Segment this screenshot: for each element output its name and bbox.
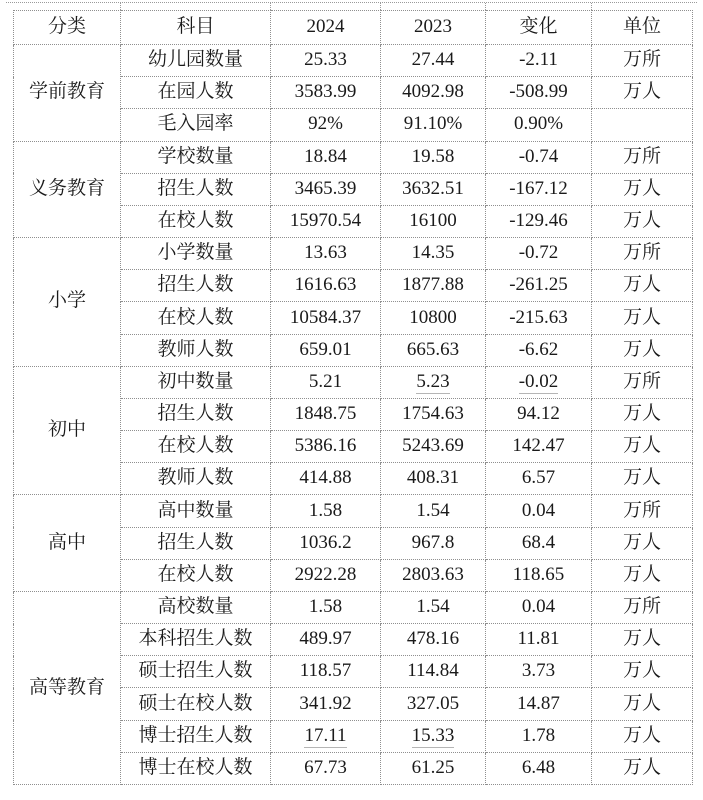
unit-cell: 万人 xyxy=(592,559,693,591)
value-2024-cell: 25.33 xyxy=(271,45,381,77)
col-header-subject: 科目 xyxy=(121,11,271,45)
subject-cell: 在校人数 xyxy=(121,559,271,591)
subject-cell: 招生人数 xyxy=(121,270,271,302)
unit-cell: 万所 xyxy=(592,141,693,173)
value-2023-cell: 5243.69 xyxy=(381,431,486,463)
unit-cell: 万所 xyxy=(592,366,693,398)
value-2023-cell: 1754.63 xyxy=(381,398,486,430)
value-2023-cell: 665.63 xyxy=(381,334,486,366)
underlined-value: -0.02 xyxy=(518,370,559,392)
change-cell xyxy=(486,366,592,398)
unit-cell: 万人 xyxy=(592,302,693,334)
underlined-value: 5.23 xyxy=(416,370,450,392)
value-2024-cell: 5.21 xyxy=(271,366,381,398)
unit-cell: 万人 xyxy=(592,205,693,237)
change-cell: -129.46 xyxy=(486,205,592,237)
change-cell: -215.63 xyxy=(486,302,592,334)
value-2023-cell: 2803.63 xyxy=(381,559,486,591)
value-2024-cell: 13.63 xyxy=(271,238,381,270)
change-cell: 3.73 xyxy=(486,656,592,688)
value-2023-cell xyxy=(381,366,486,398)
col-header-category: 分类 xyxy=(14,11,121,45)
col-header-change: 变化 xyxy=(486,11,592,45)
subject-cell: 在园人数 xyxy=(121,77,271,109)
table-container xyxy=(13,10,692,785)
change-cell: 0.04 xyxy=(486,495,592,527)
change-cell: 0.90% xyxy=(486,109,592,141)
subject-cell: 小学数量 xyxy=(121,238,271,270)
change-cell: -167.12 xyxy=(486,173,592,205)
change-cell: 6.48 xyxy=(486,752,592,784)
change-cell: -2.11 xyxy=(486,45,592,77)
col-header-unit: 单位 xyxy=(592,11,693,45)
subject-cell: 教师人数 xyxy=(121,463,271,495)
cropped-row-border xyxy=(6,2,697,3)
change-cell: -0.74 xyxy=(486,141,592,173)
value-2023-cell: 91.10% xyxy=(381,109,486,141)
category-cell: 初中 xyxy=(14,366,121,495)
value-2024-cell: 5386.16 xyxy=(271,431,381,463)
value-2024-cell: 1036.2 xyxy=(271,527,381,559)
category-cell: 义务教育 xyxy=(14,141,121,238)
subject-cell: 招生人数 xyxy=(121,398,271,430)
unit-cell: 万人 xyxy=(592,77,693,109)
table-row xyxy=(14,141,693,173)
subject-cell: 高校数量 xyxy=(121,591,271,623)
value-2024-cell: 1848.75 xyxy=(271,398,381,430)
change-cell: -6.62 xyxy=(486,334,592,366)
unit-cell xyxy=(592,109,693,141)
table-row xyxy=(14,591,693,623)
value-2024-cell xyxy=(271,720,381,752)
value-2023-cell: 1877.88 xyxy=(381,270,486,302)
col-header-2024: 2024 xyxy=(271,11,381,45)
unit-cell: 万所 xyxy=(592,238,693,270)
value-2024-cell: 3465.39 xyxy=(271,173,381,205)
change-cell: 11.81 xyxy=(486,624,592,656)
unit-cell: 万人 xyxy=(592,173,693,205)
change-cell: -508.99 xyxy=(486,77,592,109)
cropped-column-divider xyxy=(380,3,381,10)
value-2023-cell: 27.44 xyxy=(381,45,486,77)
subject-cell: 高中数量 xyxy=(121,495,271,527)
change-cell: 6.57 xyxy=(486,463,592,495)
header-row xyxy=(14,11,693,45)
value-2023-cell: 1.54 xyxy=(381,591,486,623)
value-2024-cell: 341.92 xyxy=(271,688,381,720)
value-2024-cell: 1616.63 xyxy=(271,270,381,302)
value-2024-cell: 659.01 xyxy=(271,334,381,366)
value-2023-cell: 478.16 xyxy=(381,624,486,656)
unit-cell: 万人 xyxy=(592,752,693,784)
value-2023-cell xyxy=(381,720,486,752)
value-2023-cell: 408.31 xyxy=(381,463,486,495)
unit-cell: 万人 xyxy=(592,720,693,752)
education-statistics-table xyxy=(13,10,693,785)
col-header-2023: 2023 xyxy=(381,11,486,45)
subject-cell: 硕士在校人数 xyxy=(121,688,271,720)
unit-cell: 万人 xyxy=(592,688,693,720)
unit-cell: 万人 xyxy=(592,398,693,430)
category-cell: 小学 xyxy=(14,238,121,367)
cropped-column-divider xyxy=(591,3,592,10)
value-2024-cell: 2922.28 xyxy=(271,559,381,591)
value-2023-cell: 327.05 xyxy=(381,688,486,720)
change-cell: -0.72 xyxy=(486,238,592,270)
category-cell: 学前教育 xyxy=(14,45,121,142)
cropped-column-divider xyxy=(120,3,121,10)
underlined-value: 17.11 xyxy=(304,724,347,746)
cropped-column-divider xyxy=(485,3,486,10)
subject-cell: 博士在校人数 xyxy=(121,752,271,784)
value-2024-cell: 118.57 xyxy=(271,656,381,688)
value-2024-cell: 3583.99 xyxy=(271,77,381,109)
table-row xyxy=(14,495,693,527)
change-cell: 118.65 xyxy=(486,559,592,591)
value-2024-cell: 18.84 xyxy=(271,141,381,173)
value-2023-cell: 10800 xyxy=(381,302,486,334)
value-2023-cell: 114.84 xyxy=(381,656,486,688)
subject-cell: 教师人数 xyxy=(121,334,271,366)
change-cell: 14.87 xyxy=(486,688,592,720)
value-2023-cell: 967.8 xyxy=(381,527,486,559)
value-2023-cell: 19.58 xyxy=(381,141,486,173)
unit-cell: 万人 xyxy=(592,463,693,495)
unit-cell: 万人 xyxy=(592,624,693,656)
subject-cell: 在校人数 xyxy=(121,302,271,334)
value-2023-cell: 61.25 xyxy=(381,752,486,784)
unit-cell: 万人 xyxy=(592,334,693,366)
unit-cell: 万人 xyxy=(592,527,693,559)
value-2024-cell: 15970.54 xyxy=(271,205,381,237)
subject-cell: 在校人数 xyxy=(121,431,271,463)
cropped-column-divider xyxy=(270,3,271,10)
value-2024-cell: 489.97 xyxy=(271,624,381,656)
change-cell: 142.47 xyxy=(486,431,592,463)
unit-cell: 万所 xyxy=(592,495,693,527)
value-2023-cell: 14.35 xyxy=(381,238,486,270)
table-body xyxy=(14,45,693,785)
category-cell: 高等教育 xyxy=(14,591,121,784)
value-2024-cell: 1.58 xyxy=(271,495,381,527)
unit-cell: 万人 xyxy=(592,270,693,302)
value-2024-cell: 1.58 xyxy=(271,591,381,623)
unit-cell: 万人 xyxy=(592,656,693,688)
subject-cell: 在校人数 xyxy=(121,205,271,237)
value-2023-cell: 1.54 xyxy=(381,495,486,527)
unit-cell: 万所 xyxy=(592,591,693,623)
subject-cell: 本科招生人数 xyxy=(121,624,271,656)
unit-cell: 万所 xyxy=(592,45,693,77)
subject-cell: 初中数量 xyxy=(121,366,271,398)
unit-cell: 万人 xyxy=(592,431,693,463)
table-row xyxy=(14,45,693,77)
subject-cell: 硕士招生人数 xyxy=(121,656,271,688)
subject-cell: 招生人数 xyxy=(121,527,271,559)
value-2023-cell: 4092.98 xyxy=(381,77,486,109)
subject-cell: 招生人数 xyxy=(121,173,271,205)
change-cell: 0.04 xyxy=(486,591,592,623)
change-cell: 94.12 xyxy=(486,398,592,430)
change-cell: 68.4 xyxy=(486,527,592,559)
underlined-value: 15.33 xyxy=(411,724,455,746)
table-row xyxy=(14,238,693,270)
subject-cell: 幼儿园数量 xyxy=(121,45,271,77)
subject-cell: 学校数量 xyxy=(121,141,271,173)
subject-cell: 博士招生人数 xyxy=(121,720,271,752)
value-2024-cell: 414.88 xyxy=(271,463,381,495)
value-2023-cell: 16100 xyxy=(381,205,486,237)
value-2024-cell: 92% xyxy=(271,109,381,141)
value-2024-cell: 10584.37 xyxy=(271,302,381,334)
table-row xyxy=(14,366,693,398)
value-2023-cell: 3632.51 xyxy=(381,173,486,205)
change-cell: -261.25 xyxy=(486,270,592,302)
subject-cell: 毛入园率 xyxy=(121,109,271,141)
category-cell: 高中 xyxy=(14,495,121,592)
change-cell: 1.78 xyxy=(486,720,592,752)
value-2024-cell: 67.73 xyxy=(271,752,381,784)
